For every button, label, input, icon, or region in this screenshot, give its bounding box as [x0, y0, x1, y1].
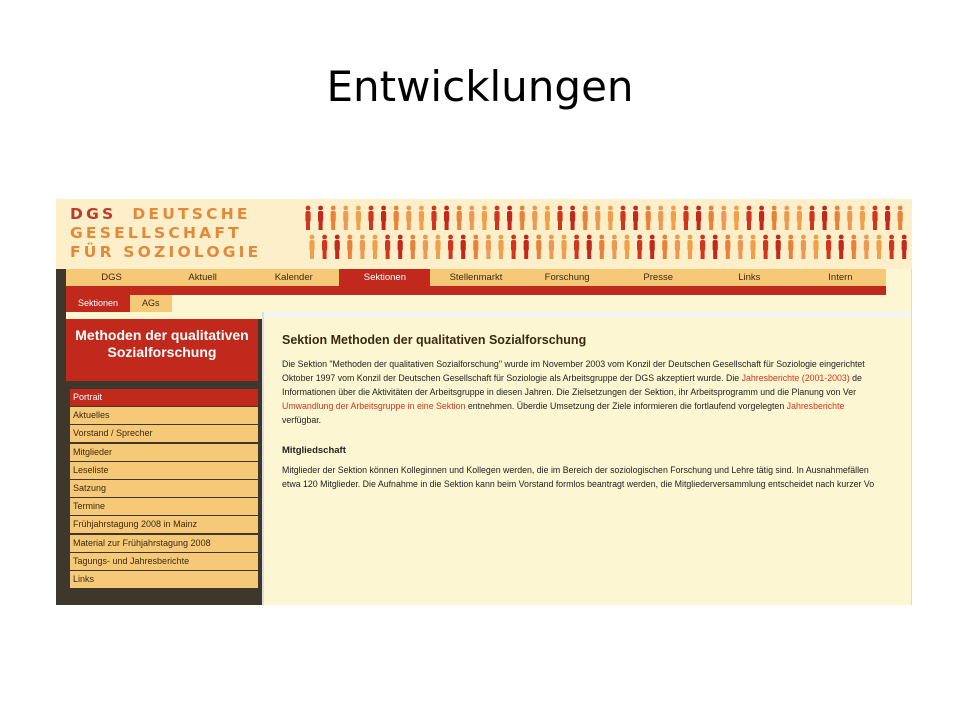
menu-item-material[interactable]: Material zur Frühjahrstagung 2008 [70, 535, 258, 552]
person-figure [700, 235, 705, 259]
person-figure [885, 206, 890, 230]
paragraph-line: Mitglieder der Sektion können Kolleginnen und Kollegen werden, die im Bereich der soziologischen Forschung und Lehre tätig sind. In Ausnahmefällen [282, 465, 869, 475]
subnav-item-sektionen[interactable]: Sektionen [66, 295, 130, 312]
person-figure [557, 206, 562, 230]
person-figure [457, 206, 462, 230]
right-edge [911, 269, 912, 605]
menu-item-aktuelles[interactable]: Aktuelles [70, 407, 258, 424]
person-figure [738, 235, 743, 259]
person-figure [561, 235, 566, 259]
link-jahresberichte-2001-2003[interactable]: Jahresberichte (2001-2003) [741, 373, 850, 383]
person-figure [570, 206, 575, 230]
person-figure [356, 206, 361, 230]
person-figure [398, 235, 403, 259]
person-figure [608, 206, 613, 230]
main-content [264, 317, 912, 605]
menu-item-vorstand[interactable]: Vorstand / Sprecher [70, 425, 258, 442]
website-screenshot [56, 199, 912, 605]
person-figure [650, 235, 655, 259]
person-figure [469, 206, 474, 230]
person-figure [809, 206, 814, 230]
person-figure [419, 206, 424, 230]
person-figure [599, 235, 604, 259]
subnav-item-ags[interactable]: AGs [130, 295, 172, 312]
nav-item-kalender[interactable]: Kalender [274, 272, 313, 283]
paragraph-line: Die Sektion "Methoden der qualitativen Sozialforschung" wurde im November 2003 vom Konzil der Deutschen Gesellschaft für Soziologie eingerichtet [282, 359, 865, 369]
logo-deutsche: DEUTSCHE [132, 205, 251, 223]
person-figure [801, 235, 806, 259]
person-figure [835, 206, 840, 230]
person-figure [671, 206, 676, 230]
dgs-logo[interactable] [70, 205, 270, 262]
main-navigation [66, 269, 886, 286]
nav-item-forschung[interactable]: Forschung [544, 272, 590, 283]
menu-item-leseliste[interactable]: Leseliste [70, 462, 258, 479]
person-figure [360, 235, 365, 259]
person-figure [343, 206, 348, 230]
person-figure [507, 206, 512, 230]
person-figure [624, 235, 629, 259]
person-figure [872, 206, 877, 230]
person-figure [847, 206, 852, 230]
menu-item-links[interactable]: Links [70, 571, 258, 588]
person-figure [675, 235, 680, 259]
nav-item-intern[interactable]: Intern [828, 272, 853, 283]
person-figure [776, 235, 781, 259]
person-figure [721, 206, 726, 230]
person-figure [431, 206, 436, 230]
person-figure [772, 206, 777, 230]
person-figure [797, 206, 802, 230]
paragraph-line: Informationen über die Aktivitäten der Arbeitsgruppe in diesen Jahren. Die Zielsetzungen der Sektion, ihr Arbeitsprogramm und die Planung von Ver [282, 387, 857, 397]
person-figure [372, 235, 377, 259]
person-figure [734, 206, 739, 230]
people-figures-decoration [302, 203, 912, 263]
person-figure [536, 235, 541, 259]
content-subheading: Mitgliedschaft [282, 445, 346, 456]
person-figure [658, 206, 663, 230]
person-figure [524, 235, 529, 259]
person-figure [583, 206, 588, 230]
person-figure [620, 206, 625, 230]
person-figure [839, 235, 844, 259]
person-figure [335, 235, 340, 259]
menu-item-portrait[interactable]: Portrait [70, 389, 258, 406]
left-dark-bar [56, 269, 66, 605]
section-title-box: Methoden der qualitativen Sozialforschung [66, 319, 258, 381]
logo-dgs: DGS [70, 205, 117, 223]
menu-item-termine[interactable]: Termine [70, 498, 258, 515]
person-figure [646, 206, 651, 230]
person-figure [461, 235, 466, 259]
person-figure [876, 235, 881, 259]
person-figure [851, 235, 856, 259]
person-figure [763, 235, 768, 259]
person-figure [448, 235, 453, 259]
logo-fuer-soziologie: FÜR SOZIOLOGIE [70, 243, 262, 261]
person-figure [860, 206, 865, 230]
nav-item-dgs[interactable]: DGS [101, 272, 122, 283]
person-figure [532, 206, 537, 230]
person-figure [423, 235, 428, 259]
person-figure [520, 206, 525, 230]
person-figure [822, 206, 827, 230]
person-figure [305, 206, 310, 230]
paragraph-line: Oktober 1997 vom Konzil der Deutschen Gesellschaft für Soziologie als Arbeitsgruppe der DGS akzeptiert wurde. Die Jahresberichte (2001-2003) de [282, 373, 862, 383]
menu-item-mitglieder[interactable]: Mitglieder [70, 444, 258, 461]
sub-navigation [66, 295, 172, 312]
person-figure [494, 206, 499, 230]
paragraph-line: etwa 120 Mitglieder. Die Aufnahme in die Sektion kann beim Vorstand formlos beantragt werden, die Mitgliederversammlung entscheidet nach kurzer Vo [282, 479, 875, 489]
person-figure [511, 235, 516, 259]
menu-item-jahresberichte[interactable]: Tagungs- und Jahresberichte [70, 553, 258, 570]
person-figure [633, 206, 638, 230]
person-figure [331, 206, 336, 230]
paragraph-line: verfügbar. [282, 415, 322, 425]
person-figure [498, 235, 503, 259]
content-heading: Sektion Methoden der qualitativen Sozialforschung [282, 333, 587, 347]
person-figure [784, 206, 789, 230]
person-figure [444, 206, 449, 230]
person-figure [713, 235, 718, 259]
nav-item-sektionen[interactable]: Sektionen [339, 269, 430, 286]
slide-title: Entwicklungen [326, 62, 634, 111]
nav-item-presse[interactable]: Presse [643, 272, 673, 283]
paragraph-line: Umwandlung der Arbeitsgruppe in eine Sektion entnehmen. Überdie Umsetzung der Ziele informieren die fortlaufend vorgelegten Jahresberichte [282, 401, 845, 411]
link-umwandlung[interactable]: Umwandlung der Arbeitsgruppe in eine Sektion [282, 401, 466, 411]
person-figure [595, 206, 600, 230]
person-figure [482, 206, 487, 230]
person-figure [587, 235, 592, 259]
person-figure [545, 206, 550, 230]
person-figure [750, 235, 755, 259]
person-figure [318, 206, 323, 230]
person-figure [410, 235, 415, 259]
person-figure [709, 206, 714, 230]
person-figure [612, 235, 617, 259]
nav-item-aktuell[interactable]: Aktuell [188, 272, 217, 283]
person-figure [435, 235, 440, 259]
person-figure [864, 235, 869, 259]
nav-red-strip [66, 286, 886, 295]
person-figure [687, 235, 692, 259]
person-figure [486, 235, 491, 259]
person-figure [385, 235, 390, 259]
person-figure [322, 235, 327, 259]
person-figure [368, 206, 373, 230]
menu-item-satzung[interactable]: Satzung [70, 480, 258, 497]
person-figure [898, 206, 903, 230]
person-figure [826, 235, 831, 259]
person-figure [813, 235, 818, 259]
person-figure [902, 235, 907, 259]
link-jahresberichte[interactable]: Jahresberichte [786, 401, 845, 411]
person-figure [574, 235, 579, 259]
menu-item-fruehjahrstagung[interactable]: Frühjahrstagung 2008 in Mainz [70, 516, 258, 533]
person-figure [696, 206, 701, 230]
person-figure [889, 235, 894, 259]
person-figure [549, 235, 554, 259]
person-figure [759, 206, 764, 230]
person-figure [725, 235, 730, 259]
nav-item-links[interactable]: Links [738, 272, 761, 283]
person-figure [394, 206, 399, 230]
nav-item-stellenmarkt[interactable]: Stellenmarkt [449, 272, 503, 283]
person-figure [788, 235, 793, 259]
person-figure [746, 206, 751, 230]
site-banner [56, 199, 912, 269]
person-figure [406, 206, 411, 230]
person-figure [309, 235, 314, 259]
person-figure [381, 206, 386, 230]
person-figure [662, 235, 667, 259]
person-figure [473, 235, 478, 259]
person-figure [637, 235, 642, 259]
person-figure [683, 206, 688, 230]
logo-gesellschaft: GESELLSCHAFT [70, 224, 242, 242]
person-figure [347, 235, 352, 259]
section-menu [70, 389, 258, 589]
